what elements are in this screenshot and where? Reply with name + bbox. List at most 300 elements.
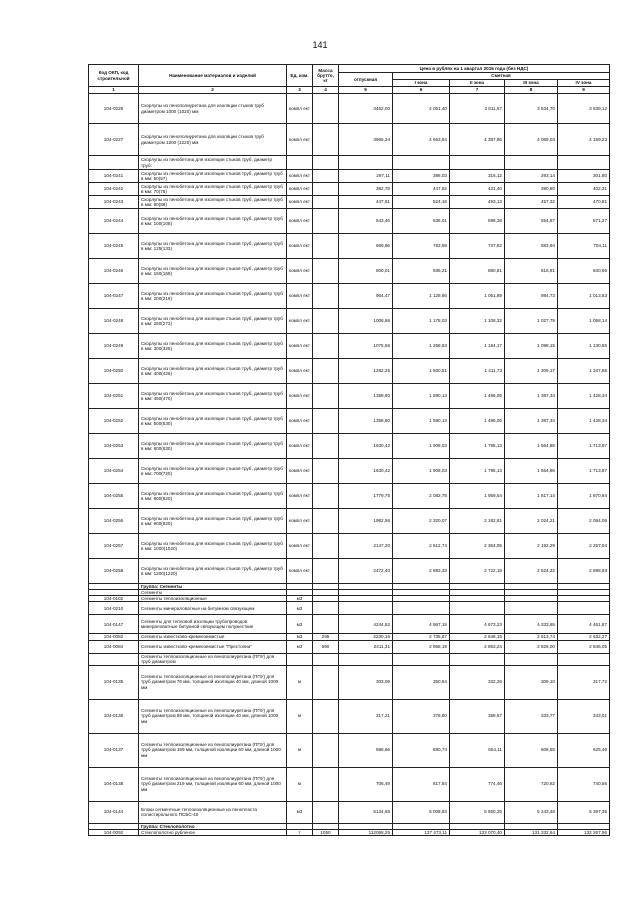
row-zone-1-price: 524,16	[393, 196, 450, 209]
row-zone-4-price: 1 428,34	[558, 409, 610, 434]
row-name: Сегменты минераловатные на битумном связующем	[139, 602, 287, 615]
row-mass	[313, 309, 339, 334]
row-zone-2-price: 493,13	[450, 196, 505, 209]
row-code: 104-0248	[89, 309, 139, 334]
row-zone-4-price	[558, 156, 610, 170]
row-mass	[313, 234, 339, 259]
row-name: Скорлупы из пенобетона для изоляции стыков труб, диаметр труб:	[139, 156, 287, 170]
row-zone-3-price: 1 664,86	[505, 459, 558, 484]
row-zone-4-price: 2 084,06	[558, 509, 610, 534]
row-mass	[313, 733, 339, 767]
row-zone-4-price: 402,31	[558, 183, 610, 196]
row-zone-2-price: 598,38	[450, 209, 505, 234]
column-number: 3	[287, 87, 313, 94]
header-release-price: отпускная	[339, 73, 393, 87]
row-zone-2-price: 1 184,17	[450, 334, 505, 359]
row-unit: компл ект	[287, 334, 313, 359]
row-zone-4-price: 132 267,96	[558, 829, 610, 835]
page-number: 141	[312, 40, 328, 50]
table-row	[89, 183, 610, 196]
table-row	[89, 196, 610, 209]
row-zone-1-price: 398,03	[393, 170, 450, 183]
row-name: Группа: Сегменты	[139, 584, 287, 590]
row-zone-3-price	[505, 653, 558, 665]
row-zone-3-price: 4 069,03	[505, 124, 558, 156]
header-name: Наименование материалов и изделий	[139, 65, 287, 87]
row-zone-2-price: 774,46	[450, 767, 505, 801]
row-name: Скорлупы из пенобетона для изоляции стыков труб, диаметр труб в мм: 1200(1220)	[139, 559, 287, 584]
row-zone-2-price: 332,26	[450, 665, 505, 699]
table-row	[89, 359, 610, 384]
row-zone-2-price: 4 387,86	[450, 124, 505, 156]
row-release-price: 297,11	[339, 170, 393, 183]
row-zone-1-price: 1 908,03	[393, 434, 450, 459]
row-zone-1-price: 378,80	[393, 699, 450, 733]
row-mass	[313, 699, 339, 733]
row-mass	[313, 509, 339, 534]
row-zone-1-price: 1 258,63	[393, 334, 450, 359]
row-release-price: 1630,42	[339, 459, 393, 484]
row-release-price: 382,78	[339, 183, 393, 196]
row-zone-2-price: 1 411,73	[450, 359, 505, 384]
table-row	[89, 124, 610, 156]
row-name: Сегменты теплоизоляционные из пенополиуретана (ППУ) для труб диаметром 89 мм, толщиной изоляции 40 мм, длиной 1000 мм	[139, 699, 287, 733]
row-mass: 1050	[313, 829, 339, 835]
row-name: Скорлупы из пенополиуретана для изоляции стыков труб диаметром 1200 (1220) мм	[139, 124, 287, 156]
row-zone-2-price: 5 650,25	[450, 801, 505, 823]
row-release-price: 112068,25	[339, 829, 393, 835]
row-zone-4-price: 301,80	[558, 170, 610, 183]
row-unit: компл ект	[287, 484, 313, 509]
row-name: Скорлупы из пенобетона для изоляции стыков труб, диаметр труб в мм: 250(273)	[139, 309, 287, 334]
row-mass	[313, 665, 339, 699]
row-zone-2-price: 133 070,40	[450, 829, 505, 835]
row-zone-3-price: 131 332,64	[505, 829, 558, 835]
row-unit	[287, 156, 313, 170]
row-release-price: 706,49	[339, 767, 393, 801]
row-zone-4-price: 343,01	[558, 699, 610, 733]
row-code: 104-0084	[89, 640, 139, 653]
row-release-price: 543,46	[339, 209, 393, 234]
table-row	[89, 409, 610, 434]
row-release-price	[339, 156, 393, 170]
row-mass	[313, 196, 339, 209]
header-unit: Ед. изм.	[287, 65, 313, 87]
row-unit: компл ект	[287, 196, 313, 209]
row-zone-2-price	[450, 653, 505, 665]
row-release-price: 447,91	[339, 196, 393, 209]
row-unit: м	[287, 733, 313, 767]
row-unit: компл ект	[287, 434, 313, 459]
row-unit	[287, 653, 313, 665]
row-zone-1-price: 817,84	[393, 767, 450, 801]
row-zone-1-price: 690,74	[393, 733, 450, 767]
row-code	[89, 156, 139, 170]
row-name: Сегменты для тепловой изоляции трубопроводов минераловатные битумной связующем полужесткие	[139, 615, 287, 634]
row-zone-4-price: 740,56	[558, 767, 610, 801]
row-release-price: 3965,34	[339, 124, 393, 156]
row-name: Скорлупы из пенобетона для изоляции стыков труб, диаметр труб в мм: 900(920)	[139, 509, 287, 534]
row-unit: т	[287, 829, 313, 835]
row-release-price: 1358,80	[339, 384, 393, 409]
table-row	[89, 767, 610, 801]
row-zone-3-price: 816,81	[505, 259, 558, 284]
row-zone-3-price: 1 387,34	[505, 384, 558, 409]
row-code: 104-0147	[89, 615, 139, 634]
row-mass	[313, 559, 339, 584]
row-code: 104-0251	[89, 384, 139, 409]
row-code: 104-0138	[89, 767, 139, 801]
row-zone-4-price: 2 846,05	[558, 640, 610, 653]
row-zone-3-price: 309,10	[505, 665, 558, 699]
row-zone-2-price	[450, 156, 505, 170]
row-code: 104-0242	[89, 183, 139, 196]
row-zone-3-price: 390,80	[505, 183, 558, 196]
row-unit: м3	[287, 634, 313, 640]
row-release-price: 2147,20	[339, 534, 393, 559]
row-mass	[313, 170, 339, 183]
row-unit: м	[287, 699, 313, 733]
row-zone-2-price	[450, 602, 505, 615]
row-zone-3-price: 1 098,15	[505, 334, 558, 359]
row-zone-1-price: 783,99	[393, 234, 450, 259]
row-zone-4-price: 1 713,87	[558, 434, 610, 459]
row-zone-3-price: 1 309,17	[505, 359, 558, 384]
table-row	[89, 484, 610, 509]
row-zone-3-price: 1 027,79	[505, 309, 558, 334]
row-zone-4-price: 2 598,93	[558, 559, 610, 584]
row-code: 104-0082	[89, 634, 139, 640]
row-unit: компл ект	[287, 94, 313, 124]
row-unit: м3	[287, 801, 313, 823]
row-name: Сегменты теплоизоляционные	[139, 596, 287, 602]
row-code: 104-0256	[89, 509, 139, 534]
row-code: 104-0254	[89, 459, 139, 484]
row-zone-3-price: 333,77	[505, 699, 558, 733]
header-mass: Масса брутто, кг	[313, 65, 339, 87]
row-name: Сегменты	[139, 590, 287, 596]
row-name: Скорлупы из пенобетона для изоляции стыков труб, диаметр труб в мм: 300(325)	[139, 334, 287, 359]
table-row	[89, 384, 610, 409]
row-mass	[313, 767, 339, 801]
row-name: Скорлупы из пенобетона для изоляции стыков труб, диаметр труб в мм: 200(219)	[139, 284, 287, 309]
row-release-price: 1006,66	[339, 309, 393, 334]
row-code	[89, 653, 139, 665]
row-name: Скорлупы из пенобетона для изоляции стыков труб, диаметр труб в мм: 400(426)	[139, 359, 287, 384]
column-number: 7	[450, 87, 505, 94]
row-zone-3-price: 683,94	[505, 234, 558, 259]
row-zone-1-price: 1 178,03	[393, 309, 450, 334]
row-zone-4-price: 1 713,87	[558, 459, 610, 484]
row-unit: м3	[287, 640, 313, 653]
row-zone-4-price: 470,81	[558, 196, 610, 209]
row-mass	[313, 615, 339, 634]
row-release-price: 800,01	[339, 259, 393, 284]
row-code: 104-0227	[89, 124, 139, 156]
row-zone-1-price: 2 512,74	[393, 534, 450, 559]
header-delivery: Сметная	[393, 73, 610, 80]
row-zone-1-price: 4 967,15	[393, 615, 450, 634]
row-code: 104-0144	[89, 801, 139, 823]
row-release-price: 596,66	[339, 733, 393, 767]
table-row	[89, 156, 610, 170]
row-release-price: 1358,80	[339, 409, 393, 434]
row-code: 104-0241	[89, 170, 139, 183]
row-code: 104-0257	[89, 534, 139, 559]
row-zone-2-price: 654,11	[450, 733, 505, 767]
table-row	[89, 829, 610, 835]
table-row	[89, 640, 610, 653]
row-release-price	[339, 653, 393, 665]
row-zone-4-price: 625,46	[558, 733, 610, 767]
row-zone-1-price: 4 051,40	[393, 94, 450, 124]
table-row	[89, 259, 610, 284]
row-zone-1-price: 4 663,84	[393, 124, 450, 156]
row-zone-1-price: 636,01	[393, 209, 450, 234]
row-name: Скорлупы из пенобетона для изоляции стыков труб, диаметр труб в мм: 80(89)	[139, 196, 287, 209]
row-name: Скорлупы из пенобетона для изоляции стыков труб, диаметр труб в мм: 800(820)	[139, 484, 287, 509]
row-zone-3-price: 720,62	[505, 767, 558, 801]
row-code: 104-0245	[89, 234, 139, 259]
row-zone-3-price: 1 387,34	[505, 409, 558, 434]
row-code: 104-0136	[89, 699, 139, 733]
row-zone-3-price: 2 524,32	[505, 559, 558, 584]
row-mass	[313, 653, 339, 665]
row-zone-3-price: 3 534,70	[505, 94, 558, 124]
row-unit: компл ект	[287, 359, 313, 384]
row-zone-2-price: 1 795,13	[450, 459, 505, 484]
row-unit: компл ект	[287, 234, 313, 259]
row-unit: м	[287, 665, 313, 699]
table-row	[89, 559, 610, 584]
row-code: 104-0137	[89, 733, 139, 767]
header-zone-2: II зона	[450, 80, 505, 87]
row-release-price: 303,09	[339, 665, 393, 699]
row-zone-4-price: 1 130,55	[558, 334, 610, 359]
row-release-price: 2411,31	[339, 640, 393, 653]
row-mass	[313, 284, 339, 309]
row-zone-4-price: 704,11	[558, 234, 610, 259]
row-zone-2-price: 1 061,89	[450, 284, 505, 309]
row-code: 104-0244	[89, 209, 139, 234]
row-code: 104-0102	[89, 596, 139, 602]
row-zone-1-price: 1 590,13	[393, 384, 450, 409]
row-zone-4-price: 4 461,87	[558, 615, 610, 634]
row-zone-1-price: 2 735,67	[393, 634, 450, 640]
row-name: Скорлупы из пенобетона для изоляции стыков труб, диаметр труб в мм: 600(630)	[139, 434, 287, 459]
row-zone-2-price: 2 722,19	[450, 559, 505, 584]
row-mass	[313, 156, 339, 170]
row-zone-4-price: 840,96	[558, 259, 610, 284]
row-mass	[313, 94, 339, 124]
row-zone-4-price: 3 639,12	[558, 94, 610, 124]
row-zone-4-price: 1 058,14	[558, 309, 610, 334]
header-zone-3: III зона	[505, 80, 558, 87]
row-zone-3-price: 984,73	[505, 284, 558, 309]
row-mass	[313, 602, 339, 615]
row-release-price: 1282,25	[339, 359, 393, 384]
row-zone-3-price: 2 613,74	[505, 634, 558, 640]
table-row	[89, 309, 610, 334]
row-zone-4-price: 2 257,04	[558, 534, 610, 559]
row-code: 104-0246	[89, 259, 139, 284]
row-zone-4-price: 1 347,85	[558, 359, 610, 384]
row-name: Сегменты известково-кремнеземистые "Престопиа"	[139, 640, 287, 653]
row-code: 104-0243	[89, 196, 139, 209]
table-row	[89, 615, 610, 634]
row-zone-2-price: 1 108,32	[450, 309, 505, 334]
row-name: Блоки сегментные теплоизоляционные из пенопласта полистирольного ПСБС-40	[139, 801, 287, 823]
row-name: Группа: Стеклополотно	[139, 823, 287, 829]
row-zone-3-price: 1 664,86	[505, 434, 558, 459]
row-name: Скорлупы из пенобетона для изоляции стыков труб, диаметр труб в мм: 450(470)	[139, 384, 287, 409]
row-mass	[313, 409, 339, 434]
row-mass	[313, 384, 339, 409]
row-zone-3-price	[505, 602, 558, 615]
row-zone-3-price: 608,65	[505, 733, 558, 767]
header-zone-4: IV зона	[558, 80, 610, 87]
row-name: Сегменты теплоизоляционные из пенополиуретана (ППУ) для труб диаметром	[139, 653, 287, 665]
row-code: 104-0210	[89, 602, 139, 615]
row-zone-1-price: 1 908,03	[393, 459, 450, 484]
row-zone-4-price: 317,72	[558, 665, 610, 699]
table-row	[89, 733, 610, 767]
row-zone-2-price: 1 496,05	[450, 384, 505, 409]
row-unit: компл ект	[287, 170, 313, 183]
row-zone-2-price: 2 182,81	[450, 509, 505, 534]
column-number: 9	[558, 87, 610, 94]
row-zone-2-price: 358,67	[450, 699, 505, 733]
row-zone-2-price: 2 364,05	[450, 534, 505, 559]
table-row	[89, 170, 610, 183]
row-zone-4-price: 571,27	[558, 209, 610, 234]
row-code: 104-0255	[89, 484, 139, 509]
row-code: 104-0252	[89, 409, 139, 434]
row-code: 104-0226	[89, 94, 139, 124]
header-zone-1: I зона	[393, 80, 450, 87]
row-unit: компл ект	[287, 509, 313, 534]
table-row	[89, 434, 610, 459]
row-zone-4-price: 1 870,84	[558, 484, 610, 509]
header-code: Код ОКП, код строительной	[89, 65, 139, 87]
table-row	[89, 284, 610, 309]
row-mass: 590	[313, 640, 339, 653]
row-zone-1-price	[393, 602, 450, 615]
row-release-price: 2230,16	[339, 634, 393, 640]
row-zone-3-price: 554,87	[505, 209, 558, 234]
table-row	[89, 534, 610, 559]
row-zone-2-price: 421,40	[450, 183, 505, 196]
table-row	[89, 234, 610, 259]
row-zone-4-price: 1 428,34	[558, 384, 610, 409]
row-zone-2-price: 1 496,05	[450, 409, 505, 434]
row-zone-2-price: 4 673,23	[450, 615, 505, 634]
table-row	[89, 665, 610, 699]
row-zone-1-price: 2 893,33	[393, 559, 450, 584]
row-zone-3-price: 5 242,48	[505, 801, 558, 823]
row-zone-3-price: 2 826,00	[505, 640, 558, 653]
row-zone-1-price: 1 128,66	[393, 284, 450, 309]
row-name: Скорлупы из пенобетона для изоляции стыков труб, диаметр труб в мм: 70(76)	[139, 183, 287, 196]
row-code: 104-0258	[89, 559, 139, 584]
row-zone-2-price: 1 795,13	[450, 434, 505, 459]
row-unit: м3	[287, 596, 313, 602]
column-number: 5	[339, 87, 393, 94]
row-mass	[313, 534, 339, 559]
table-row	[89, 699, 610, 733]
row-zone-1-price: 2 082,78	[393, 484, 450, 509]
row-zone-2-price: 737,62	[450, 234, 505, 259]
row-unit: компл ект	[287, 183, 313, 196]
row-unit: м	[287, 767, 313, 801]
row-name: Скорлупы из пенобетона для изоляции стыков труб, диаметр труб в мм: 1000(1020)	[139, 534, 287, 559]
row-mass	[313, 359, 339, 384]
row-unit: компл ект	[287, 309, 313, 334]
row-zone-4-price: 1 013,83	[558, 284, 610, 309]
column-number: 1	[89, 87, 139, 94]
row-mass	[313, 459, 339, 484]
table-row	[89, 334, 610, 359]
row-zone-1-price: 2 320,07	[393, 509, 450, 534]
row-zone-3-price: 457,32	[505, 196, 558, 209]
row-zone-1-price: 1 500,51	[393, 359, 450, 384]
table-row	[89, 653, 610, 665]
row-zone-3-price: 293,14	[505, 170, 558, 183]
row-mass	[313, 124, 339, 156]
row-zone-1-price: 936,21	[393, 259, 450, 284]
row-zone-2-price: 2 863,24	[450, 640, 505, 653]
table-row	[89, 94, 610, 124]
row-name: Скорлупы из пенобетона для изоляции стыков труб, диаметр труб в мм: 125(133)	[139, 234, 287, 259]
row-zone-1-price	[393, 156, 450, 170]
row-unit: м3	[287, 602, 313, 615]
table-row	[89, 509, 610, 534]
row-code: 104-0135	[89, 665, 139, 699]
row-release-price: 317,21	[339, 699, 393, 733]
row-zone-4-price	[558, 653, 610, 665]
row-mass	[313, 484, 339, 509]
row-zone-2-price: 316,12	[450, 170, 505, 183]
table-row	[89, 209, 610, 234]
row-name: Скорлупы из пенобетона для изоляции стыков труб, диаметр труб в мм: 500(530)	[139, 409, 287, 434]
column-number: 8	[505, 87, 558, 94]
row-code: 104-0250	[89, 359, 139, 384]
row-zone-4-price: 2 632,27	[558, 634, 610, 640]
row-name: Скорлупы из пенобетона для изоляции стыков труб, диаметр труб в мм: 50(57)	[139, 170, 287, 183]
row-name: Скорлупы из пенобетона для изоляции стыков труб, диаметр труб в мм: 150(159)	[139, 259, 287, 284]
row-mass	[313, 259, 339, 284]
row-release-price: 3462,00	[339, 94, 393, 124]
row-unit: компл ект	[287, 284, 313, 309]
row-release-price: 4244,52	[339, 615, 393, 634]
row-name: Скорлупы из пенобетона для изоляции стыков труб, диаметр труб в мм: 100(108)	[139, 209, 287, 234]
row-code: 104-0249	[89, 334, 139, 359]
row-release-price	[339, 602, 393, 615]
row-mass: 295	[313, 634, 339, 640]
row-name: Стеклополотно рубленое	[139, 829, 287, 835]
header-price-title: Цена в рублях на 1 квартал 2016 года (без НДС)	[339, 65, 610, 73]
row-mass	[313, 183, 339, 196]
row-zone-4-price: 5 397,35	[558, 801, 610, 823]
row-zone-3-price: 2 024,21	[505, 509, 558, 534]
row-zone-1-price: 6 008,83	[393, 801, 450, 823]
row-zone-1-price: 447,92	[393, 183, 450, 196]
row-unit: компл ект	[287, 559, 313, 584]
column-number: 4	[313, 87, 339, 94]
row-unit: компл ект	[287, 409, 313, 434]
row-zone-3-price: 4 333,65	[505, 615, 558, 634]
row-zone-1-price	[393, 653, 450, 665]
